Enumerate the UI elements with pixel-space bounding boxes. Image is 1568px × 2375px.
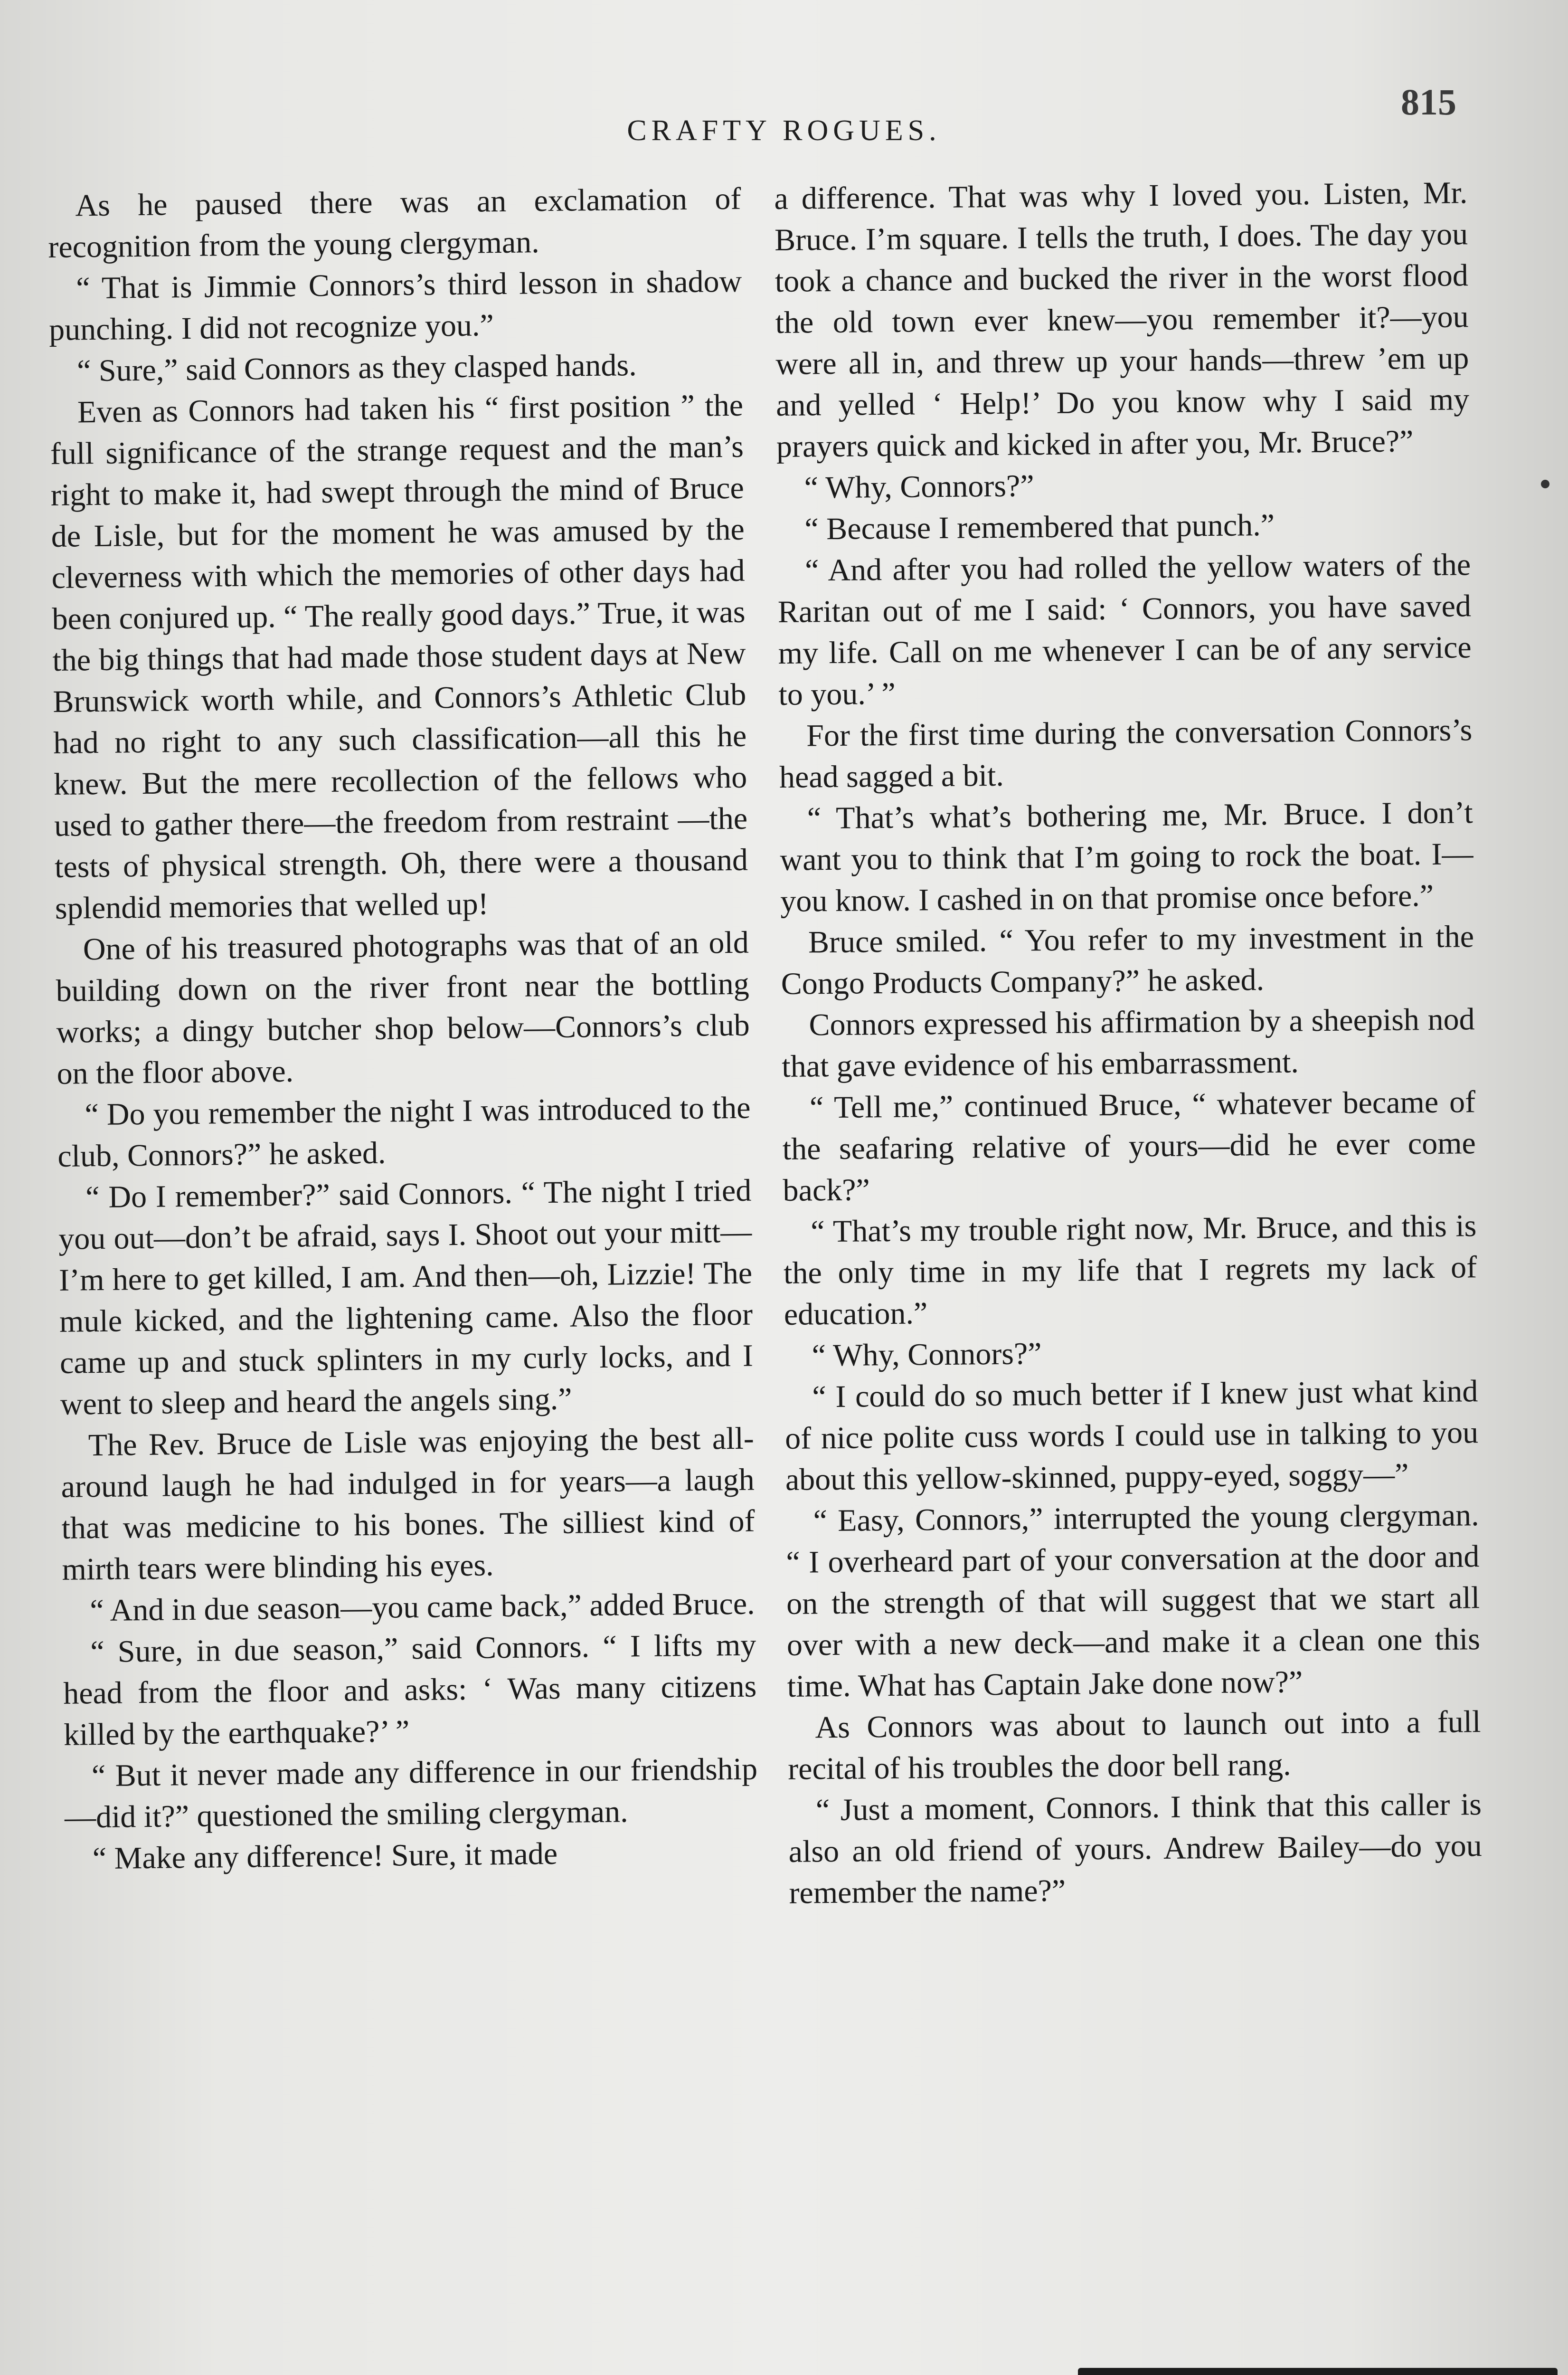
paragraph: As he paused there was an exclamation of recognition from the young clergyman.: [47, 181, 741, 265]
paragraph: Even as Connors had taken his “ first position ” the full significance of the strange request and the man’s right to make it, had swept through the mind of Bruce de Lisle, but for the moment he was amused by the cleverness with which the memories of other days had been conjured up. “ The really good days.” True, it was the big things that had made those student days at New Brunswick worth while, and Connors’s Athletic Club had no right to any such classification—all this he knew. But the mere recollection of the fellows who used to gather there—the freedom from restraint —the tests of physical strength. Oh, there were a thousand splendid memories that welled up!: [50, 388, 748, 926]
paragraph: “ Just a moment, Connors. I think that this caller is also an old friend of yours. Andrew Bailey—do you remember the name?”: [788, 1787, 1483, 1910]
paragraph: “ Sure,” said Connors as they clasped hands.: [76, 348, 637, 389]
paragraph: The Rev. Bruce de Lisle was enjoying the best all-around laugh he had indulged in for years—a laugh that was medicine to his bones. The silliest kind of mirth tears were blinding his eyes.: [61, 1421, 755, 1587]
right-column: [774, 172, 1483, 1914]
left-column: [47, 178, 758, 1880]
paragraph: “ Do you remember the night I was introduced to the club, Connors?” he asked.: [57, 1090, 751, 1174]
paragraph: “ Why, Connors?”: [812, 1336, 1042, 1373]
paragraph: Bruce smiled. “ You refer to my investment in the Congo Products Company?” he asked.: [781, 919, 1474, 1001]
paragraph: “ Do I remember?” said Connors. “ The night I tried you out—don’t be afraid, says I. Shoot out your mitt—I’m here to get killed, I am. And then—oh, Lizzie! The mule kicked, and the lightening came. Also the floor came up and stuck splinters in my curly locks, and I went to sleep and heard the angels sing.”: [58, 1173, 754, 1422]
paragraph: “ And after you had rolled the yellow waters of the Raritan out of me I said: ‘ Connors, you have saved my life. Call on me whenever I can be of any service to you.’ ”: [777, 547, 1472, 712]
margin-mark: [1541, 480, 1549, 488]
page-number: 815: [1401, 81, 1456, 123]
paragraph: One of his treasured photographs was that of an old building down on the river front near the bottling works; a dingy butcher shop below—Connors’s club on the floor above.: [56, 925, 750, 1091]
running-title: CRAFTY ROGUES.: [627, 114, 941, 147]
paragraph: “ That’s my trouble right now, Mr. Bruce, and this is the only time in my life that I regrets my lack of education.”: [783, 1208, 1477, 1332]
paragraph: “ Easy, Connors,” interrupted the young clergyman. “ I overheard part of your conversation at the door and on the strength of that will suggest that we start all over with a new deck—and make it a clean one this time. What has Captain Jake done now?”: [786, 1498, 1481, 1704]
paragraph: “ Tell me,” continued Bruce, “ whatever became of the seafaring relative of yours—did he ever come back?”: [782, 1084, 1476, 1208]
paragraph: For the first time during the conversation Connors’s head sagged a bit.: [779, 712, 1473, 795]
watermark: [1078, 2368, 1558, 2375]
paragraph: “ Make any difference! Sure, it made: [92, 1836, 558, 1876]
paragraph: Connors expressed his affirmation by a sheepish nod that gave evidence of his embarrassment.: [782, 1002, 1475, 1084]
paragraph: “ I could do so much better if I knew just what kind of nice polite cuss words I could use in talking to you about this yellow-skinned, puppy-eyed, soggy—”: [784, 1374, 1479, 1497]
paragraph: “ Because I remembered that punch.”: [804, 507, 1275, 547]
paragraph: “ And in due season—you came back,” added Bruce.: [90, 1586, 755, 1628]
paragraph: a difference. That was why I loved you. Listen, Mr. Bruce. I’m square. I tells the truth, I does. The day you took a chance and bucked the river in the worst flood the old town ever knew—you remember it?—you were all in, and threw up your hands—threw ’em up and yelled ‘ Help!’ Do you know why I said my prayers quick and kicked in after you, Mr. Bruce?”: [774, 175, 1470, 464]
paragraph: “ But it never made any difference in our friendship—did it?” questioned the smiling clergyman.: [64, 1751, 758, 1835]
paragraph: “ That is Jimmie Connors’s third lesson in shadow punching. I did not recognize you.”: [48, 264, 742, 347]
paragraph: As Connors was about to launch out into a full recital of his troubles the door bell rang.: [787, 1704, 1481, 1786]
paragraph: “ That’s what’s bothering me, Mr. Bruce. I don’t want you to think that I’m going to rock the boat. I—you know. I cashed in on that promise once before.”: [780, 795, 1474, 919]
paragraph: “ Sure, in due season,” said Connors. “ I lifts my head from the floor and asks: ‘ Was many citizens killed by the earthquake?’ ”: [63, 1627, 757, 1752]
paragraph: “ Why, Connors?”: [804, 468, 1034, 505]
